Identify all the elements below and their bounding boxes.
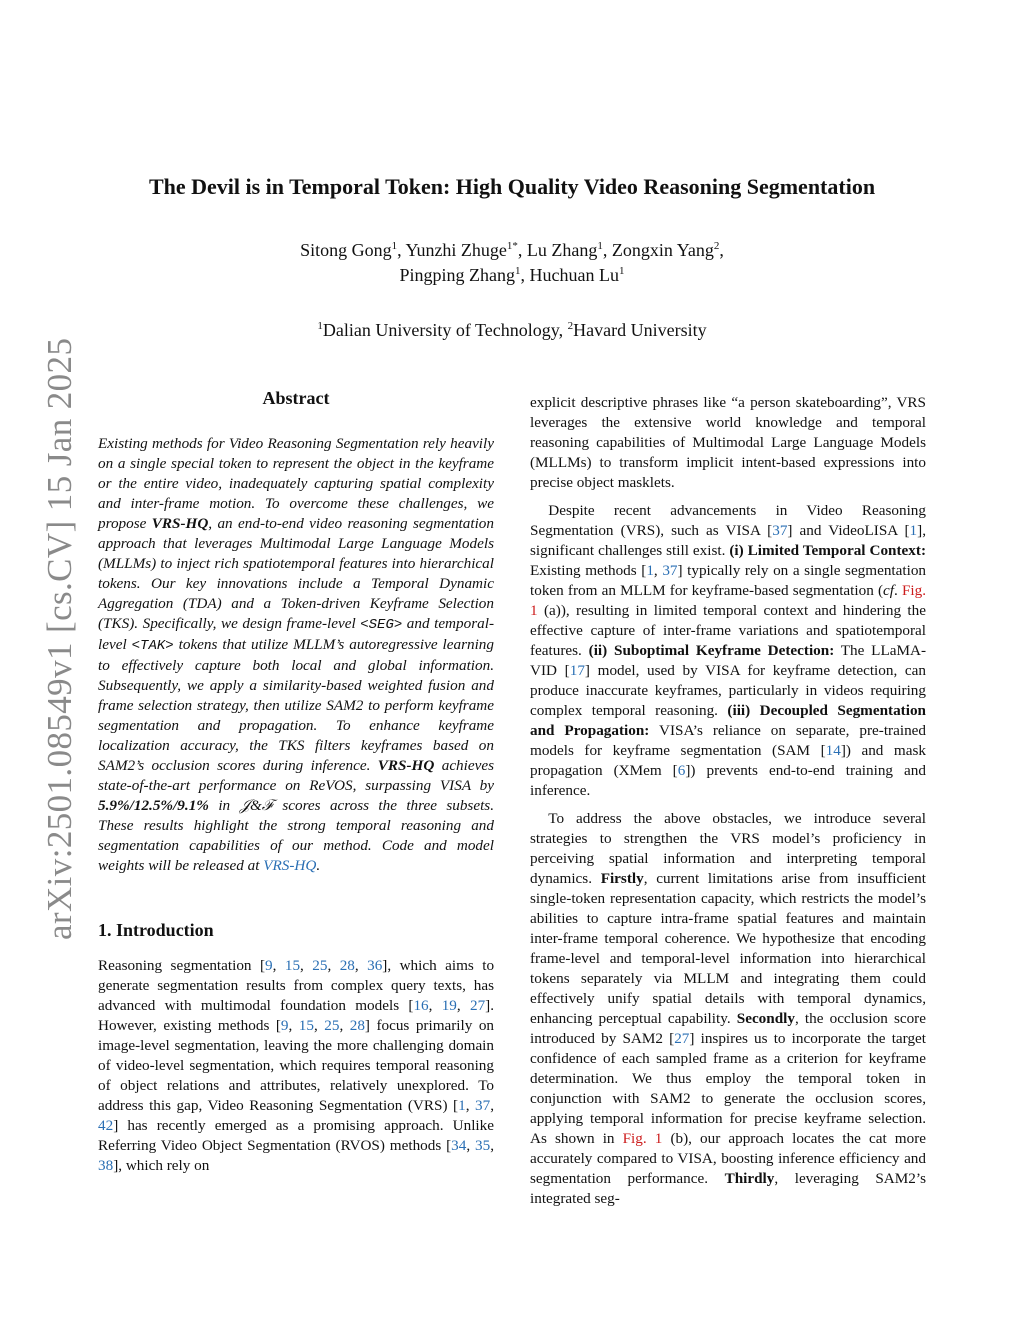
citation-link[interactable]: 1 (646, 562, 654, 579)
author-affiliation-mark: 1 (597, 240, 603, 252)
token-name: <SEG> (360, 617, 403, 633)
bold-text: Thirdly (724, 1170, 775, 1187)
author-affiliation-mark: 1 (391, 240, 398, 252)
right-column (530, 393, 926, 1217)
citation-link[interactable]: 35 (475, 1137, 491, 1154)
bold-text: Secondly (736, 1010, 795, 1027)
author-name: Lu Zhang (526, 240, 598, 260)
bold-text: (ii) Suboptimal Keyframe Detection: (588, 642, 835, 659)
author-name: Sitong Gong (300, 240, 392, 260)
citation-link[interactable]: 17 (569, 662, 585, 679)
citation-link[interactable]: 25 (312, 957, 328, 974)
author-affiliation-mark: 1 (618, 265, 625, 277)
citation-link[interactable]: 9 (265, 957, 273, 974)
author-list-line-2: Pingping Zhang$^1$, Huchuan Lu$^1$ (399, 265, 625, 285)
token-name: <TAK> (131, 638, 174, 654)
author-name: Zongxin Yang (611, 240, 714, 260)
citation-link[interactable]: 9 (280, 1017, 289, 1034)
approach-paragraph: To address the above obstacles, we introduce several strategies to strengthen the VRS model’s proficiency in perceiving spatial information and interpreting temporal dynamics. Firstly, current limitations arise from insufficient single-token representation capacity, which restricts the model’s abilities to capture intra-frame spatial features and maintain inter-frame temporal coherence. We hypothesize that encoding frame-level and temporal-level information into hierarchical tokens separately via MLLM and integrating them could effectively unify spatial details with temporal dynamics, enhancing perceptual capability. Secondly, the occlusion score introduced by SAM2 [27] inspires us to incorporate the target confidence of each sampled frame as a criterion for keyframe determination. We thus employ the temporal token in conjunction with SAM2 to generate the occlusion scores, applying temporal information for precise keyframe selection. As shown in Fig. 1 (b), our approach locates the cat more accurately compared to VISA, boosting inference efficiency and segmentation performance. Thirdly, leveraging SAM2’s integrated seg- (530, 810, 926, 1207)
author-affiliation-mark: 1* (506, 240, 518, 252)
affiliation-mark: 2 (567, 320, 574, 332)
challenges-paragraph: Despite recent advancements in Video Reasoning Segmentation (VRS), such as VISA [37] and VideoLISA [1], significant challenges still exist. (i) Limited Temporal Context: Existing methods [1, 37] typically rely on a single segmentation token from an MLLM for keyframe-based segmentation (cf. Fig. 1 (a)), resulting in limited temporal context and hindering the effective capture of inter-frame variations and spatiotemporal features. (ii) Suboptimal Keyframe Detection: The LLaMA-VID [17] model, used by VISA for keyframe detection, can produce inaccurate keyframes, particularly in videos requiring complex temporal reasoning. (iii) Decoupled Segmentation and Propagation: VISA’s reliance on separate, pre-trained models for keyframe segmentation (SAM [14]) and mask propagation (XMem [6]) prevents end-to-end training and inference. (530, 502, 927, 799)
citation-link[interactable]: 27 (469, 997, 486, 1014)
citation-link[interactable]: 37 (772, 522, 788, 539)
citation-link[interactable]: 14 (825, 742, 841, 759)
citation-link[interactable]: 19 (441, 997, 457, 1014)
abstract-heading: Abstract (262, 388, 330, 408)
figure-reference-link[interactable]: Fig. 1 (530, 582, 927, 619)
citation-link[interactable]: 15 (284, 957, 301, 974)
abstract-text: Existing methods for Video Reasoning Segmentation rely heavily on a single special token to represent the object in the keyframe or the entire video, inadequately capturing spatial complexity and inter-frame motion. To overcome these challenges, we propose VRS-HQ, an end-to-end video reasoning segmentation approach that leverages Multimodal Large Language Models (MLLMs) to inject rich spatiotemporal features into hierarchical tokens. Our key innovations include a Temporal Dynamic Aggregation (TDA) and a Token-driven Keyframe Selection (TKS). Specifically, we design frame-level <SEG> and temporal-level <TAK> tokens that utilize MLLM’s autoregressive learning to effectively capture both local and global information. Subsequently, we apply a similarity-based weighted fusion and frame selection strategy, then utilize SAM2 to perform keyframe segmentation and propagation. To enhance keyframe localization accuracy, the TKS filters keyframes based on SAM2’s occlusion scores during inference. VRS-HQ achieves state-of-the-art performance on ReVOS, surpassing VISA by 5.9%/12.5%/9.1% in 𝒥&ℱ scores across the three subsets. These results highlight the strong temporal reasoning and segmentation capabilities of our method. Code and model weights will be released at VRS-HQ. (98, 435, 495, 874)
bold-text: VRS-HQ (377, 757, 435, 774)
author-name: Huchuan Lu (529, 265, 619, 285)
citation-link[interactable]: 34 (451, 1137, 467, 1154)
citation-link[interactable]: 38 (98, 1157, 114, 1174)
citation-link[interactable]: 27 (674, 1030, 690, 1047)
paper-title: The Devil is in Temporal Token: High Quality Video Reasoning Segmentation (148, 174, 876, 199)
author-name: Yunzhi Zhuge (405, 240, 507, 260)
citation-link[interactable]: 28 (339, 957, 355, 974)
bold-text: VRS-HQ (151, 515, 209, 532)
citation-link[interactable]: 37 (662, 562, 678, 579)
citation-link[interactable]: 36 (367, 957, 383, 974)
italic-text: cf (883, 582, 894, 599)
citation-link[interactable]: 15 (298, 1017, 314, 1034)
intro-paragraph: Reasoning segmentation [9, 15, 25, 28, 36], which aims to generate segmentation results from complex query texts, has advanced with multimodal foundation models [16, 19, 27]. However, existing methods [9, 15, 25, 28] focus primarily on image-level segmentation, leaving the more challenging domain of video-level segmentation, which requires temporal reasoning of object relations and attributes, relatively unexplored. To address this gap, Video Reasoning Segmentation (VRS) [1, 37, 42] has recently emerged as a promising approach. Unlike Referring Video Object Segmentation (RVOS) methods [34, 35, 38], which rely on (98, 957, 495, 1174)
affiliations: $^1$Dalian University of Technology, $^2$Havard University (317, 320, 707, 340)
affiliation-mark: 1 (317, 320, 323, 332)
citation-link[interactable]: 25 (324, 1017, 340, 1034)
citation-link[interactable]: 28 (349, 1017, 365, 1034)
citation-link[interactable]: 1 (909, 522, 918, 539)
citation-link[interactable]: 1 (458, 1097, 466, 1114)
bold-text: Firstly (600, 870, 644, 887)
affiliation-name: Havard University (573, 320, 707, 340)
author-affiliation-mark: 2 (713, 240, 720, 252)
bold-text: 5.9%/12.5%/9.1% (98, 797, 209, 814)
author-affiliation-mark: 1 (515, 265, 521, 277)
affiliation-name: Dalian University of Technology (322, 320, 559, 340)
intro-paragraph-continued: explicit descriptive phrases like “a person skateboarding”, VRS leverages the extensive world knowledge and temporal reasoning capabilities of Multimodal Large Language Models (MLLMs) to transform implicit intent-based expressions into precise object masklets. (530, 394, 926, 491)
author-name: Pingping Zhang (399, 265, 515, 285)
citation-link[interactable]: 37 (475, 1097, 491, 1114)
citation-link[interactable]: 16 (413, 997, 429, 1014)
section-heading-introduction: 1. Introduction (98, 920, 214, 940)
code-release-link[interactable]: VRS-HQ (263, 857, 317, 874)
citation-link[interactable]: 6 (677, 762, 686, 779)
arxiv-identifier: arXiv:2501.08549v1 [cs.CV] 15 Jan 2025 (40, 337, 79, 940)
author-list-line-1: Sitong Gong$^1$, Yunzhi Zhuge$^{1*}$, Lu Zhang$^1$, Zongxin Yang$^2$, (300, 240, 724, 260)
bold-text: (i) Limited Temporal Context: (729, 542, 926, 559)
figure-reference-link[interactable]: Fig. 1 (622, 1130, 663, 1147)
citation-link[interactable]: 42 (98, 1117, 114, 1134)
left-column (98, 388, 494, 1184)
bold-text: (iii) Decoupled Segmentation and Propagation: (530, 702, 926, 739)
